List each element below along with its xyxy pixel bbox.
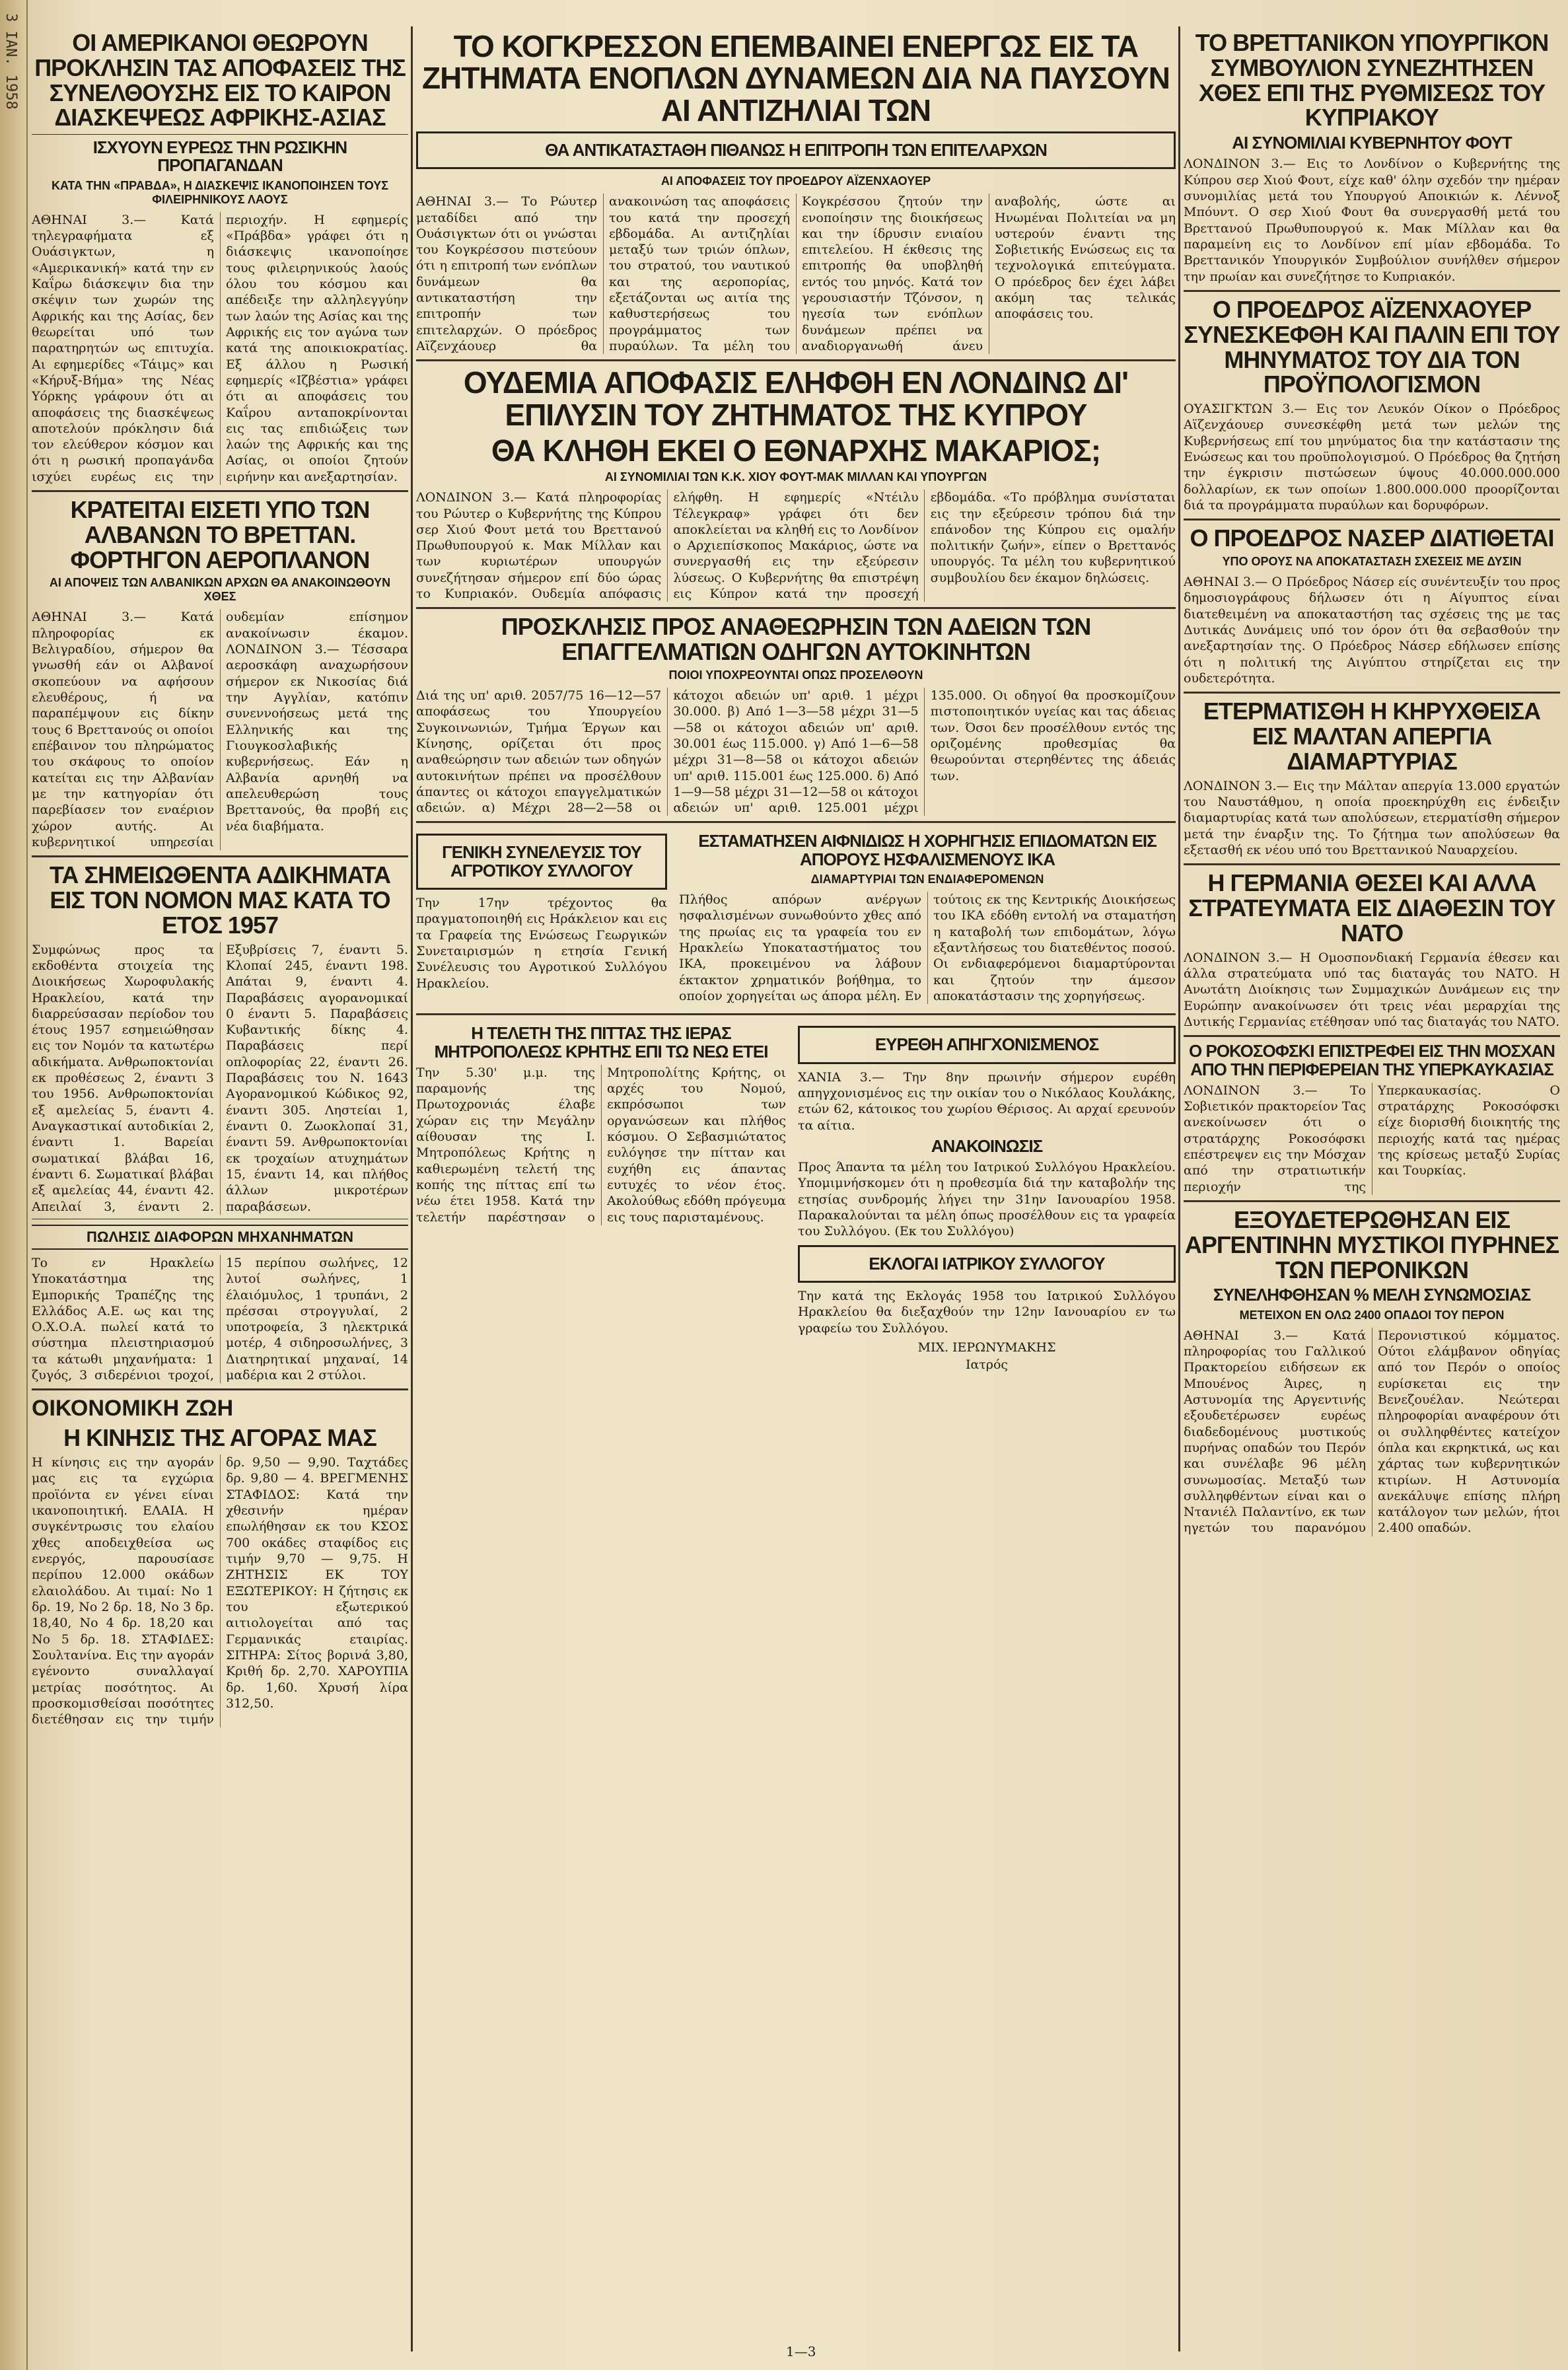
article-ika-kicker: ΔΙΑΜΑΡΤΥΡΙΑΙ ΤΩΝ ΕΝΔΙΑΦΕΡΟΜΕΝΩΝ	[810, 873, 1044, 886]
article-albania-headline: ΚΡΑΤΕΙΤΑΙ ΕΙΣΕΤΙ ΥΠΟ ΤΩΝ ΑΛΒΑΝΩΝ ΤΟ ΒΡΕΤΤΑΝ. ΦΟΡΤΗΓΟΝ ΑΕΡΟΠΛΑΝΟΝ	[70, 496, 370, 573]
article-albania-body: ΑΘΗΝΑΙ 3.— Κατά πληροφορίας εκ Βελιγραδίου, σήμερον θα γνωσθή εάν οι Αλβανοί σκοπεύουν να αφήσουν ελευθέρους, ή να παραπέμψουν εις δίκην τους 6 Βρεττανούς οι οποίοι επέβαινον του πληρώματος του σκάφους το οποίον κατείται εις την Αλβανίαν με την κατηγορίαν ότι παρεβίασεν τον εναέριον χώρον αυτής. Αι κυβερνητικοί υπηρεσίαι ουδεμίαν επίσημον ανακοίνωσιν έκαμον. ΛΟΝΔΙΝΟΝ 3.— Τέσσαρα αεροσκάφη αναχωρήσουν σήμερον εκ Νικοσίας διά την Αγγλίαν, κατόπιν συνεννοήσεως μετά της Ελληνικής και της Γιουγκοσλαβικής κυβερνήσεως. Εάν η Αλβανία αρνηθή να απελευθερώση τους Βρεττανούς, θα προβή εις νέα διαβήματα.	[32, 610, 408, 849]
elections-box	[798, 1245, 1176, 1283]
article-machinery-headline: ΠΩΛΗΣΙΣ ΔΙΑΦΟΡΩΝ ΜΗΧΑΝΗΜΑΤΩΝ	[32, 1225, 408, 1250]
article-eisenhower-headline: Ο ΠΡΟΕΔΡΟΣ ΑΪΖΕΝΧΑΟΥΕΡ ΣΥΝΕΣΚΕΦΘΗ ΚΑΙ ΠΑΛΙΝ ΕΠΙ ΤΟΥ ΜΗΝΥΜΑΤΟΣ ΤΟΥ ΔΙΑ ΤΟΝ ΠΡΟΫΠΟΛΟΓΙΣΜΟΝ	[1184, 295, 1560, 398]
article-american-body: ΑΘΗΝΑΙ 3.— Κατά τηλεγραφήματα εξ Ουάσιγκτων, η «Αμερικανική» κατά την εν Καΐρω διάσκεψιν δια την σκέψιν των χωρών της Αφρικής και της Ασίας, δεν θεωρείται υπό των παρατηρητών ως επιτυχία. Αι εφημερίδες «Τάιμς» και «Κήρυξ-Βήμα» της Νέας Υόρκης γράφουν ότι αι αποφάσεις της διασκέψεως αποτελούν πρόκλησιν διά τον ελεύθερον κόσμον και ότι η ρωσική προπαγάνδα ισχύει ευρέως εις την περιοχήν. Η εφημερίς «Πράβδα» γράφει ότι η διάσκεψις ικανοποίησε τους φιλειρηνικούς λαούς όλου του κόσμου και απέδειξε την αλληλεγγύην των λαών της Ασίας και της Αφρικής εις τον αγώνα των κατά της αποικιοκρατίας. Εξ άλλου η Ρωσική εφημερίς «Ιζβέστια» γράφει ότι αι αποφάσεις του Καΐρου ανταποκρίνονται εις τας επιδιώξεις των λαών της Αφρικής και της Ασίας, οι οποίοι ζητούν ειρήνην και ανεξαρτησίαν.	[32, 212, 408, 484]
lost-box	[798, 1026, 1176, 1063]
article-market-headline: Η ΚΙΝΗΣΙΣ ΤΗΣ ΑΓΟΡΑΣ ΜΑΣ	[63, 1424, 376, 1452]
divider	[1184, 1035, 1560, 1037]
article-albania-kicker: ΑΙ ΑΠΟΨΕΙΣ ΤΩΝ ΑΛΒΑΝΙΚΩΝ ΑΡΧΩΝ ΘΑ ΑΝΑΚΟΙΝΩΘΟΥΝ ΧΘΕΣ	[49, 576, 391, 604]
article-found-headline: ΕΥΡΕΘΗ ΑΠΗΓΧΟΝΙΣΜΕΝΟΣ	[874, 1034, 1099, 1055]
notices-block	[798, 1021, 1176, 1375]
divider	[1184, 863, 1560, 865]
lower-center-row	[416, 1021, 1176, 1375]
article-american-kicker: ΚΑΤΑ ΤΗΝ «ΠΡΑΒΔΑ», Η ΔΙΑΣΚΕΨΙΣ ΙΚΑΝΟΠΟΙΗΣΕΝ ΤΟΥΣ ΦΙΛΕΙΡΗΝΙΚΟΥΣ ΛΑΟΥΣ	[51, 178, 388, 206]
binding-margin	[0, 0, 28, 2370]
article-british-cabinet-subheadline: ΑΙ ΣΥΝΟΜΙΛΙΑΙ ΚΥΒΕΡΝΗΤΟΥ ΦΟΥΤ	[1232, 133, 1512, 153]
article-nasser-headline: Ο ΠΡΟΕΔΡΟΣ ΝΑΣΕΡ ΔΙΑΤΙΘΕΤΑΙ	[1190, 524, 1554, 552]
page-number: 1—3	[786, 2344, 816, 2359]
article-eisenhower-body: ΟΥΑΣΙΓΚΤΩΝ 3.— Εις τον Λευκόν Οίκον ο Πρόεδρος Αϊζενχάουερ συνεσκέφθη μετά των μελών της Κυβερνήσεως επί του μηνύματος δια την κατάστασιν της Ενώσεως και του προϋπολογισμού. Ο Πρόεδρος θα ζητήση την έγκρισιν πιστώσεων ύψους 40.000.000.000 δολλαρίων, εκ των οποίων 1.800.000.000 προορίζονται διά τα προγράμματα πυραύλων και δορυφόρων.	[1184, 402, 1560, 513]
article-congress-kicker: ΑΙ ΑΠΟΦΑΣΕΙΣ ΤΟΥ ΠΡΟΕΔΡΟΥ ΑΪΖΕΝΧΑΟΥΕΡ	[660, 174, 931, 188]
economy-section-title: ΟΙΚΟΝΟΜΙΚΗ ΖΩΗ	[32, 1396, 234, 1421]
article-assoc-body: Την 17ην τρέχοντος θα πραγματοποιηθή εις Ηράκλειον και εις τα Γραφεία της Ενώσεως Γεωργικών Συνεταιρισμών η ετησία Γενική Συνέλευσις του Αγροτικού Συλλόγου Ηρακλείου.	[416, 896, 667, 991]
article-cyprus-kicker: ΑΙ ΣΥΝΟΜΙΛΙΑΙ ΤΩΝ Κ.Κ. ΧΙΟΥ ΦΟΥΤ-ΜΑΚ ΜΙΛΛΑΝ ΚΑΙ ΥΠΟΥΡΓΩΝ	[604, 470, 987, 484]
article-malta-headline: ΕΤΕΡΜΑΤΙΣΘΗ Η ΚΗΡΥΧΘΕΙΣΑ ΕΙΣ ΜΑΛΤΑΝ ΑΠΕΡΓΙΑ ΔΙΑΜΑΡΤΥΡΙΑΣ	[1203, 698, 1541, 775]
article-assoc-headline: ΓΕΝΙΚΗ ΣΥΝΕΛΕΥΣΙΣ ΤΟΥ ΑΓΡΟΤΙΚΟΥ ΣΥΛΛΟΓΟΥ	[442, 842, 641, 880]
article-ika-headline: ΕΣΤΑΜΑΤΗΣΕΝ ΑΙΦΝΙΔΙΩΣ Η ΧΟΡΗΓΗΣΙΣ ΕΠΙΔΟΜΑΤΩΝ ΕΙΣ ΑΠΟΡΟΥΣ ΗΣΦΑΛΙΣΜΕΝΟΥΣ ΙΚΑ	[698, 831, 1157, 869]
announcement-body: Προς Άπαντα τα μέλη του Ιατρικού Συλλόγου Ηρακλείου. Υπομιμνήσκομεν ότι η προθεσμία διά την καταβολήν της ετησίας συνδρομής λήγει την 31ην Ιανουαρίου 1958. Παρακαλούνται τα μέλη όπως προσέλθουν εις τα γραφεία του Συλλόγου. (Εκ του Συλλόγου)	[798, 1160, 1176, 1239]
article-crimes-body: Συμφώνως προς τα εκδοθέντα στοιχεία της Διοικήσεως Χωροφυλακής Ηρακλείου, κατά την διαρρεύσασαν περίοδον του έτους 1957 εσημειώθησαν εις τον Νομόν τα κατωτέρω αδικήματα. Ανθρωποκτονίαι εκ προθέσεως 2, έναντι 3 του 1956. Ανθρωποκτονίαι εξ αμελείας 5, έναντι 4. Αναγκαστικαί αυτοδικίαι 2, έναντι 1. Βαρείαι σωματικαί βλάβαι 16, έναντι 6. Σωματικαί βλάβαι εξ αμελείας 44, έναντι 42. Απειλαί 3, έναντι 2. Εξυβρίσεις 7, έναντι 5. Κλοπαί 245, έναντι 198. Απάται 9, έναντι 4. Παραβάσεις αγορανομικαί 0 έναντι 5. Παραβάσεις Κυβαντικής δίκης 4. Παραβάσεις περί οπλοφορίας 22, έναντι 26. Παραβάσεις του Ν. 1643 Αγορανομικού Κώδικος 92, έναντι 305. Ληστείαι 1, έναντι 0. Ζωοκλοπαί 31, έναντι 59. Ανθρωποκτονίαι εκ τροχαίων ατυχημάτων 15, έναντι 14, και πλήθος άλλων μικροτέρων παραβάσεων.	[32, 942, 408, 1214]
divider	[32, 134, 408, 135]
assoc-box	[416, 834, 667, 890]
article-rokossovsky-headline: Ο ΡΟΚΟΣΟΦΣΚΙ ΕΠΙΣΤΡΕΦΕΙ ΕΙΣ ΤΗΝ ΜΟΣΧΑΝ ΑΠΟ ΤΗΝ ΠΕΡΙΦΕΡΕΙΑΝ ΤΗΣ ΥΠΕΡΚΑΥΚΑΣΙΑΣ	[1189, 1041, 1555, 1079]
article-germany-headline: Η ΓΕΡΜΑΝΙΑ ΘΕΣΕΙ ΚΑΙ ΑΛΛΑ ΣΤΡΑΤΕΥΜΑΤΑ ΕΙΣ ΔΙΑΘΕΣΙΝ ΤΟΥ ΝΑΤΟ	[1188, 869, 1555, 947]
divider	[1184, 692, 1560, 694]
ika-block	[679, 828, 1176, 1008]
assoc-ika-row	[416, 828, 1176, 1008]
article-congress-headline: ΤΟ ΚΟΓΚΡΕΣΣΟΝ ΕΠΕΜΒΑΙΝΕΙ ΕΝΕΡΓΩΣ ΕΙΣ ΤΑ ΖΗΤΗΜΑΤΑ ΕΝΟΠΛΩΝ ΔΥΝΑΜΕΩΝ ΔΙΑ ΝΑ ΠΑΥΣΟΥΝ ΑΙ ΑΝΤΙΖΗΛΙΑΙ ΤΩΝ	[422, 29, 1170, 127]
article-cyprus-headline-2: ΘΑ ΚΛΗΘΗ ΕΚΕΙ Ο ΕΘΝΑΡΧΗΣ ΜΑΚΑΡΙΟΣ;	[491, 433, 1101, 468]
article-elections-body: Την κατά της Εκλογάς 1958 του Ιατρικού Συλλόγου Ηρακλείου θα διεξαχθούν την 12ην Ιανουαρίου εν τω γραφείω του Συλλόγου.	[798, 1288, 1176, 1336]
divider	[32, 490, 408, 492]
article-nasser-body: ΑΘΗΝΑΙ 3.— Ο Πρόεδρος Νάσερ είς συνέντευξίν του προς δημοσιογράφους δήλωσεν ότι η Αίγυπτος είναι διατεθειμένη να αποκαταστήση τας σχέσεις της με τας Δυτικάς Δυνάμεις υπό τον όρον ότι θα σεβασθούν την ανεξαρτησίαν της. Ο Πρόεδρος Νάσερ εδήλωσεν επίσης ότι η πολιτική της Αιγύπτου στηρίζεται εις την ουδετερότητα.	[1184, 575, 1560, 686]
article-drivers-kicker: ΠΟΙΟΙ ΥΠΟΧΡΕΟΥΝΤΑΙ ΟΠΩΣ ΠΡΟΣΕΛΘΟΥΝ	[668, 668, 923, 682]
article-drivers-body: Διά της υπ' αριθ. 2057/75 16—12—57 αποφάσεως του Υπουργείου Συγκοινωνιών, Τμήμα Έργων και Κίνησης, ορίζεται ότι προς αναθεώρησιν των αδειών των οδηγών αυτοκινήτων πρέπει να προσέλθουν άπαντες οι κάτοχοι επαγγελματικών αδειών. α) Μέχρι 28—2—58 οι κάτοχοι αδειών υπ' αριθ. 1 μέχρι 30.000. β) Από 1—3—58 μέχρι 31—5—58 οι κάτοχοι αδειών υπ' αριθ. 30.001 έως 115.000. γ) Από 1—6—58 μέχρι 31—8—58 οι κάτοχοι αδειών υπ' αριθ. 115.001 έως 125.000. δ) Από 1—9—58 μέχρι 31—12—58 οι κάτοχοι αδειών υπ' αριθ. 125.001 μέχρι 135.000. Οι οδηγοί θα προσκομίζουν πιστοποιητικόν υγείας και τας άδειας των. Όσοι δεν προσέλθουν εντός της οριζομένης προθεσμίας θα θεωρούνται στερηθέντες της άδειάς των.	[416, 688, 1176, 816]
announcement-headline: ΑΝΑΚΟΙΝΩΣΙΣ	[931, 1135, 1043, 1156]
article-argentina-body: ΑΘΗΝΑΙ 3.— Κατά πληροφορίας του Γαλλικού Πρακτορείου ειδήσεων εκ Μπουένος Άιρες, η Αστυνομία της Αργεντινής εξουδετέρωσεν ευρέως διαδεδομένους μυστικούς πυρήνας οπαδών του Περόν και συνέλαβε 96 μέλη συνωμοσίας. Μεταξύ των συλληφθέντων είναι και ο Ντανιέλ Παλαντίνο, εκ των ηγετών του παρανόμου Περονιστικού κόμματος. Ούτοι ελάμβανον οδηγίας από τον Περόν ο οποίος ευρίσκεται εις την Βενεζουέλαν. Νεώτεραι πληροφορίαι αναφέρουν ότι οι συλληφθέντες κατείχον όπλα και εκρηκτικά, ως και χάρτας των κυβερνητικών κτιρίων. Η Αστυνομία ανεκάλυψε επίσης πλήρη κατάλογον των μελών, ήτοι 2.400 οπαδών.	[1184, 1328, 1560, 1536]
article-cyprus-headline: ΟΥΔΕΜΙΑ ΑΠΟΦΑΣΙΣ ΕΛΗΦΘΗ ΕΝ ΛΟΝΔΙΝΩ ΔΙ' ΕΠΙΛΥΣΙΝ ΤΟΥ ΖΗΤΗΜΑΤΟΣ ΤΗΣ ΚΥΠΡΟΥ	[463, 365, 1129, 432]
article-congress-sub-box	[416, 131, 1176, 169]
article-market-body: Η κίνησις εις την αγοράν μας εις τα εγχώρια προϊόντα εν γένει είναι ικανοποιητική. ΕΛΑΙΑ. Η συγκέντρωσις του ελαίου χθες αποδειχθείσα ως ενεργός, παρουσίασε περίπου 12.000 οκάδων ελαιολάδου. Αι τιμαί: Νο 1 δρ. 19, Νο 2 δρ. 18, Νο 3 δρ. 18,40, Νο 4 δρ. 18,20 και Νο 5 δρ. 18. ΣΤΑΦΙΔΕΣ: Σουλτανίνα. Εις την αγοράν εγένοντο συναλλαγαί μετρίας ποσότητος. Αι προσκομισθείσαι ποσότητες διετέθησαν εις την τιμήν δρ. 9,50 — 9,90. Ταχτάδες δρ. 9,80 — 4. ΒΡΕΓΜΕΝΗΣ ΣΤΑΦΙΔΟΣ: Κατά την χθεσινήν ημέραν επωλήθησαν εκ του ΚΣΟΣ 700 οκάδες σταφίδος εις τιμήν 9,70 — 9,75. Η ΖΗΤΗΣΙΣ ΕΚ ΤΟΥ ΕΞΩΤΕΡΙΚΟΥ: Η ζήτησις εκ του εξωτερικού αιτιολογείται από τας Γερμανικάς εταιρίας. ΣΙΤΗΡΑ: Σίτος βορινά 3,80, Κριθή δρ. 2,70. ΧΑΡΟΥΠΙΑ δρ. 1,60. Χρυσή λίρα 312,50.	[32, 1455, 408, 1727]
divider	[416, 1013, 1176, 1015]
article-argentina-headline: ΕΞΟΥΔΕΤΕΡΩΘΗΣΑΝ ΕΙΣ ΑΡΓΕΝΤΙΝΗΝ ΜΥΣΤΙΚΟΙ ΠΥΡΗΝΕΣ ΤΩΝ ΠΕΡΟΝΙΚΩΝ	[1184, 1206, 1559, 1283]
article-malta-body: ΛΟΝΔΙΝΟΝ 3.— Εις την Μάλταν απεργία 13.000 εργατών του Ναυστάθμου, η οποία προεκηρύχθη εις ένδειξιν διαμαρτυρίας κατά των απολύσεων, ετερματίσθη σήμερον μετά την έναρξιν της. Το ζήτημα των απολύσεων θα εξετασθή εκ νέου υπό του Βρεττανικού Ναυαρχείου.	[1184, 778, 1560, 857]
article-machinery-body: Το εν Ηρακλείω Υποκατάστημα της Εμπορικής Τραπέζης της Ελλάδος Α.Ε. ως και της Ο.Χ.Ο.Α. πωλεί κατά το σύστημα πλειστηριασμού τα κάτωθι μηχανήματα: 1 ζυγός, 3 σιδερένιοι τροχοί, 15 περίπου σωλήνες, 12 λυτοί σωλήνες, 1 έλαιόμυλος, 1 τρυπάνι, 2 πρέσσαι στρογγυλαί, 2 υποτροφεία, 3 ηλεκτρικά μοτέρ, 4 σιδηροσωλήνες, 3 Διατηρητικαί μηχαναί, 14 μαδέρια και 2 στύλοι.	[32, 1255, 408, 1383]
article-argentina-kicker: ΜΕΤΕΙΧΟΝ ΕΝ ΟΛΩ 2400 ΟΠΑΔΟΙ ΤΟΥ ΠΕΡΟΝ	[1239, 1308, 1505, 1322]
article-ika-body: Πλήθος απόρων ανέργων ησφαλισμένων συνωθούντο χθες από της πρωίας εις τα γραφεία του εν Ηρακλείω Υποκαταστήματος του ΙΚΑ, προκειμένου να λάβουν έκτακτον χρηματικόν βοήθημα, το οποίον χορηγείται ως άπορα μέλη. Εν τούτοις εκ της Κεντρικής Διοικήσεως του ΙΚΑ εδόθη εντολή να σταματήση η καταβολή των επιδομάτων, λόγω εξαντλήσεως του διατεθέντος ποσού. Οι ενδιαφερόμενοι διαμαρτύρονται και ζητούν την άμεσον αποκατάστασιν της χορηγήσεως.	[679, 892, 1176, 1003]
divider	[416, 607, 1176, 609]
article-cyprus-body: ΛΟΝΔΙΝΟΝ 3.— Κατά πληροφορίας του Ρώυτερ ο Κυβερνήτης της Κύπρου σερ Χιού Φουτ μετά του Βρεττανού Πρωθυπουργού κ. Μακ Μίλλαν και των κυριωτέρων υπουργών συνεζήτησαν σήμερον επί δύο ώρας το Κυπριακόν. Ουδεμία απόφασις ελήφθη. Η εφημερίς «Ντέιλυ Τέλεγκραφ» γράφει ότι δεν αποκλείεται να κληθή εις το Λονδίνον ο Αρχιεπίσκοπος Μακάριος, ώστε να συνεργασθή εις την εξεύρεσιν λύσεως. Ο Κυβερνήτης θα επιστρέψη εις Κύπρον κατά την προσεχή εβδομάδα. «Το πρόβλημα συνίσταται εις την εξεύρεσιν τρόπου διά την επάνοδον της Κύπρου εις ομαλήν πολιτικήν ζωήν», είπεν ο Βρεττανός υπουργός. Τα μέλη του κυβερνητικού συμβουλίου δεν έκαμον δηλώσεις.	[416, 490, 1176, 602]
article-drivers-headline: ΠΡΟΣΚΛΗΣΙΣ ΠΡΟΣ ΑΝΑΘΕΩΡΗΣΙΝ ΤΩΝ ΑΔΕΙΩΝ ΤΩΝ ΕΠΑΓΓΕΛΜΑΤΙΩΝ ΟΔΗΓΩΝ ΑΥΤΟΚΙΝΗΤΩΝ	[501, 613, 1091, 666]
margin-label: 3 ΙΑΝ. 1958	[3, 13, 19, 110]
divider	[1184, 519, 1560, 521]
left-column	[32, 26, 408, 2352]
assoc-block	[416, 828, 667, 1008]
article-nasser-subheadline: ΥΠΟ ΟΡΟΥΣ ΝΑ ΑΠΟΚΑΤΑΣΤΑΣΗ ΣΧΕΣΕΙΣ ΜΕ ΔΥΣΙΝ	[1222, 555, 1522, 569]
article-british-cabinet-body: ΛΟΝΔΙΝΟΝ 3.— Εις το Λονδίνον ο Κυβερνήτης της Κύπρου σερ Χιού Φουτ, είχε καθ' όλην σχεδόν την ημέραν συνομιλίας μετά του Υπουργού Αποικιών κ. Λέννοξ Μπόυντ. Ο σερ Χιού Φουτ θα συνεργασθή μετά του Βρεττανού Πρωθυπουργού κ. Μακ Μίλλαν και θα παραμείνη εις το Λονδίνον επί μίαν εβδομάδα. Το Βρεττανικόν Υπουργικόν Συμβούλιον συνήλθεν σήμερον την πρωίαν και συνεζήτησε το Κυπριακόν.	[1184, 157, 1560, 284]
right-column	[1184, 26, 1560, 2352]
divider	[416, 359, 1176, 361]
divider	[1184, 290, 1560, 292]
article-british-cabinet-headline: ΤΟ ΒΡΕΤΤΑΝΙΚΟΝ ΥΠΟΥΡΓΙΚΟΝ ΣΥΜΒΟΥΛΙΟΝ ΣΥΝΕΖΗΤΗΣΕΝ ΧΘΕΣ ΕΠΙ ΤΗΣ ΡΥΘΜΙΣΕΩΣ ΤΟΥ ΚΥΠΡΙΑΚΟΥ	[1195, 29, 1549, 131]
article-rokossovsky-body: ΛΟΝΔΙΝΟΝ 3.— Το Σοβιετικόν πρακτορείον Τας ανεκοίνωσεν ότι ο στρατάρχης Ροκοσόφσκι επέστρεψεν εις την Μόσχαν από την στρατιωτικήν περιοχήν της Υπερκαυκασίας. Ο στρατάρχης Ροκοσόφσκι είχε διορισθή διοικητής της περιοχής κατά τας ημέρας της κρίσεως μεταξύ Συρίας και Τουρκίας.	[1184, 1083, 1560, 1194]
signature-role: Ιατρός	[965, 1357, 1009, 1372]
article-congress-subheadline: ΘΑ ΑΝΤΙΚΑΤΑΣΤΑΘΗ ΠΙΘΑΝΩΣ Η ΕΠΙΤΡΟΠΗ ΤΩΝ ΕΠΙΤΕΛΑΡΧΩΝ	[545, 139, 1047, 160]
article-argentina-headline-2: ΣΥΝΕΛΗΦΘΗΣΑΝ % ΜΕΛΗ ΣΥΝΩΜΟΣΙΑΣ	[1213, 1285, 1531, 1305]
signature-name: ΜΙΧ. ΙΕΡΩΝΥΜΑΚΗΣ	[917, 1340, 1056, 1355]
column-rule-1	[411, 26, 413, 2352]
article-germany-body: ΛΟΝΔΙΝΟΝ 3.— Η Ομοσπονδιακή Γερμανία έθεσεν και άλλα στρατεύματα υπό τας διαταγάς του ΝΑΤΟ. Η Ανωτάτη Διοίκησις των Συμμαχικών Δυνάμεων εις την Ευρώπην ανακοίνωσεν ότι τρεις νέαι μεραρχίαι της Δυτικής Γερμανίας ετέθησαν υπό τας διαταγάς του ΝΑΤΟ.	[1184, 950, 1560, 1029]
ceremony-block	[416, 1021, 786, 1375]
article-ceremony-body: Την 5.30' μ.μ. της παραμονής της Πρωτοχρονιάς έλαβε χώραν εις την Μεγάλην αίθουσαν της Ι. Μητροπόλεως Κρήτης η καθιερωμένη τελετή της κοπής της πίττας επί τω νέω έτει 1958. Κατά την τελετήν παρέστησαν ο Μητροπολίτης Κρήτης, οι αρχές του Νομού, εκπρόσωποι των οργανώσεων και πλήθος κόσμου. Ο Σεβασμιώτατος ευλόγησε την πίτταν και ευχήθη εις άπαντας ευτυχές το νέον έτος. Ακολούθως εδόθη πρόγευμα εις τους παρισταμένους.	[416, 1065, 786, 1225]
article-ceremony-headline: Η ΤΕΛΕΤΗ ΤΗΣ ΠΙΤΤΑΣ ΤΗΣ ΙΕΡΑΣ ΜΗΤΡΟΠΟΛΕΩΣ ΚΡΗΤΗΣ ΕΠΙ ΤΩ ΝΕΩ ΕΤΕΙ	[434, 1023, 768, 1061]
article-elections-headline: ΕΚΛΟΓΑΙ ΙΑΤΡΙΚΟΥ ΣΥΛΛΟΓΟΥ	[869, 1253, 1105, 1274]
article-american-headline: ΟΙ ΑΜΕΡΙΚΑΝΟΙ ΘΕΩΡΟΥΝ ΠΡΟΚΛΗΣΙΝ ΤΑΣ ΑΠΟΦΑΣΕΙΣ ΤΗΣ ΣΥΝΕΛΘΟΥΣΗΣ ΕΙΣ ΤΟ ΚΑΙΡΟΝ ΔΙΑΣΚΕΨΕΩΣ ΑΦΡΙΚΗΣ-ΑΣΙΑΣ	[34, 29, 406, 131]
article-found-body: ΧΑΝΙΑ 3.— Την 8ην πρωινήν σήμερον ευρέθη απηγχονισμένος εις την οικίαν του ο Νικόλαος Κουλάκης, ετών 62, κάτοικος του χωρίου Θέρισος. Αι αρχαί ερευνούν τα αίτια.	[798, 1069, 1176, 1133]
article-crimes-headline: ΤΑ ΣΗΜΕΙΩΘΕΝΤΑ ΑΔΙΚΗΜΑΤΑ ΕΙΣ ΤΟΝ ΝΟΜΟΝ ΜΑΣ ΚΑΤΑ ΤΟ ΕΤΟΣ 1957	[50, 861, 390, 939]
divider	[32, 1388, 408, 1390]
article-american-subheadline: ΙΣΧΥΟΥΝ ΕΥΡΕΩΣ ΤΗΝ ΡΩΣΙΚΗΝ ΠΡΟΠΑΓΑΝΔΑΝ	[92, 137, 347, 176]
divider	[32, 855, 408, 857]
column-rule-2	[1178, 26, 1180, 2352]
divider	[416, 821, 1176, 823]
center-column	[416, 26, 1176, 2352]
article-congress-body: ΑΘΗΝΑΙ 3.— Το Ρώυτερ μεταδίδει από την Ουάσιγκτων ότι οι γνώσται του Κογκρέσσου πιστεύουν ότι η επιτροπή των ενόπλων δυνάμεων θα αντικαταστήση την επιτροπήν των επιτελαρχών. Ο πρόεδρος Αϊζενχάουερ θα ανακοινώση τας αποφάσεις του κατά την προσεχή εβδομάδα. Αι αντιζηλίαι μεταξύ των τριών όπλων, του στρατού, του ναυτικού και της αεροπορίας, εξετάζονται ως αιτία της καθυστερήσεως του προγράμματος των πυραύλων. Τα μέλη του Κογκρέσσου ζητούν την ενοποίησιν της διοικήσεως και την ίδρυσιν ενιαίου επιτελείου. Η έκθεσις της επιτροπής θα υποβληθή εντός του μηνός. Κατά τον γερουσιαστήν Τζόνσον, η ηγεσία των ενόπλων δυνάμεων πρέπει να αναδιοργανωθή άνευ αναβολής, ώστε αι Ηνωμέναι Πολιτείαι να μη υστερούν έναντι της Σοβιετικής Ενώσεως εις τα τεχνολογικά επιτεύγματα. Ο πρόεδρος δεν έχει λάβει ακόμη τας τελικάς αποφάσεις του.	[416, 194, 1176, 353]
divider	[1184, 1200, 1560, 1202]
